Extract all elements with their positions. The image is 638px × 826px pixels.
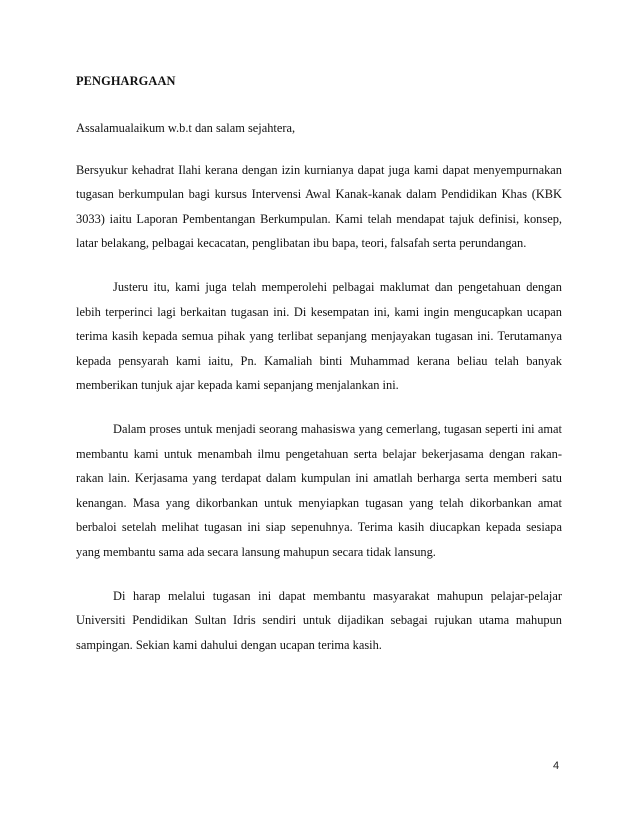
page-title: PENGHARGAAN — [76, 74, 176, 88]
body-paragraph-2: Justeru itu, kami juga telah memperolehi pelbagai maklumat dan pengetahuan dengan lebih terperinci lagi berkaitan tugasan ini. Di kesempatan ini, kami ingin mengucapkan ucapan terima kasih kepada semua pihak yang terlibat sepanjang menjayakan tugasan ini. Terutamanya kepada pensyarah kami iaitu, Pn. Kamaliah binti Muhammad kerana beliau telah banyak memberikan tunjuk ajar kepada kami sepanjang menjalankan ini. — [76, 279, 562, 393]
body-paragraph-3: Dalam proses untuk menjadi seorang mahasiswa yang cemerlang, tugasan seperti ini amat membantu kami untuk menambah ilmu pengetahuan serta belajar bekerjasama dengan rakan-rakan lain. Kerjasama yang terdapat dalam kumpulan ini amatlah berharga serta memberi satu kenangan. Masa yang dikorbankan untuk menyiapkan tugasan yang telah dikorbankan amat berbaloi setelah melihat tugasan ini siap sepenuhnya. Terima kasih diucapkan kepada sesiapa yang membantu sama ada secara lansung mahupun secara tidak lansung. — [76, 421, 562, 559]
greeting-paragraph: Assalamualaikum w.b.t dan salam sejahtera, — [76, 121, 296, 135]
page-number: 4 — [553, 760, 560, 772]
body-paragraph-1: Bersyukur kehadrat Ilahi kerana dengan izin kurnianya dapat juga kami dapat menyempurnakan tugasan berkumpulan bagi kursus Intervensi Awal Kanak-kanak dalam Pendidikan Khas (KBK 3033) iaitu Laporan Pembentangan Berkumpulan. Kami telah mendapat tajuk definisi, konsep, latar belakang, pelbagai kecacatan, penglibatan ibu bapa, teori, falsafah serta perundangan. — [76, 162, 562, 251]
document-page — [76, 70, 562, 676]
body-paragraph-4: Di harap melalui tugasan ini dapat membantu masyarakat mahupun pelajar-pelajar Universiti Pendidikan Sultan Idris sendiri untuk dijadikan sebagai rujukan utama mahupun sampingan. Sekian kami dahului dengan ucapan terima kasih. — [76, 588, 562, 652]
